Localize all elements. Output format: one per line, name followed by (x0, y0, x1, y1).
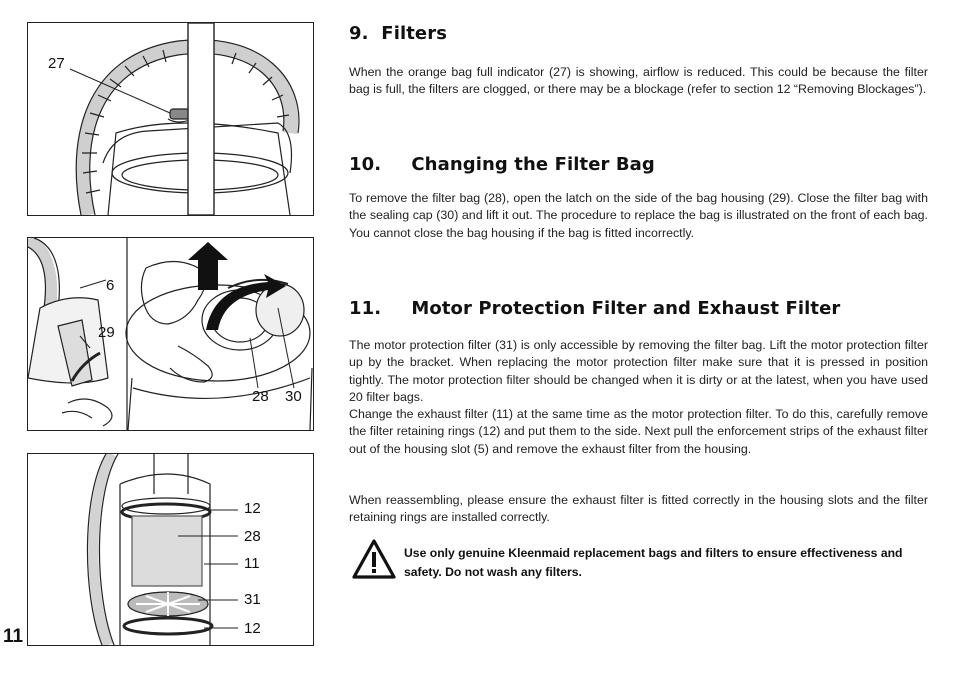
section-9-heading (349, 23, 447, 44)
callout-12-bottom: 12 (244, 620, 261, 637)
section-9-number: 9. (349, 23, 369, 44)
callout-27: 27 (48, 55, 65, 72)
callout-28: 28 (252, 388, 269, 405)
bag-removal-illustration (28, 238, 313, 430)
callout-30: 30 (285, 388, 302, 405)
vacuum-top-illustration (28, 23, 313, 215)
section-10-title: Changing the Filter Bag (411, 154, 655, 175)
section-10-number: 10. (349, 154, 382, 175)
section-11-paragraph-2: Change the exhaust filter (11) at the same time as the motor protection filter. To do this, carefully remove the filter retaining rings (12) and put them to the side. Next pull the enforcement strips of the exhaust filter out of the housing slot (5) and remove the exhaust filter from the housing. (349, 407, 928, 456)
callout-6: 6 (106, 277, 115, 294)
callout-12-top: 12 (244, 500, 261, 517)
section-11-heading (349, 298, 840, 319)
section-9-title: Filters (381, 23, 448, 44)
warning-text: Use only genuine Kleenmaid replacement bags and filters to ensure effectiveness and safety. Do not wash any filters. (404, 546, 903, 579)
callout-11: 11 (244, 555, 260, 572)
section-11-title: Motor Protection Filter and Exhaust Filter (411, 298, 841, 319)
callout-31: 31 (244, 591, 261, 608)
section-11-paragraph-3: When reassembling, please ensure the exhaust filter is fitted correctly in the housing slots and the filter retaining rings are installed correctly. (349, 493, 928, 525)
page-number: 11 (3, 626, 24, 647)
callout-28: 28 (244, 528, 261, 545)
section-9-paragraph: When the orange bag full indicator (27) is showing, airflow is reduced. This could be because the filter bag is full, the filters are clogged, or there may be a blockage (refer to section 12 “Removing Blockages”). (349, 65, 928, 97)
callout-29: 29 (98, 324, 115, 341)
figure-bag-removal (27, 237, 314, 431)
section-11-number: 11. (349, 298, 382, 319)
section-10-paragraph: To remove the filter bag (28), open the latch on the side of the bag housing (29). Close the filter bag with the sealing cap (30) and lift it out. The procedure to replace the bag is illustrated on the front of each bag. You cannot close the bag housing if the bag is fitted incorrectly. (349, 191, 928, 240)
warning-triangle-icon (351, 538, 397, 580)
section-10-heading (349, 154, 655, 175)
filter-cutaway-illustration (28, 454, 313, 645)
section-11-paragraph-1: The motor protection filter (31) is only accessible by removing the filter bag. Lift the motor protection filter up by the bracket. When replacing the motor protection filter make sure that it is pressed in position tightly. The motor protection filter should be changed when it is dirty or at the latest, when you have used 20 filter bags. (349, 338, 928, 404)
figure-bag-indicator (27, 22, 314, 216)
figure-filter-cutaway (27, 453, 314, 646)
